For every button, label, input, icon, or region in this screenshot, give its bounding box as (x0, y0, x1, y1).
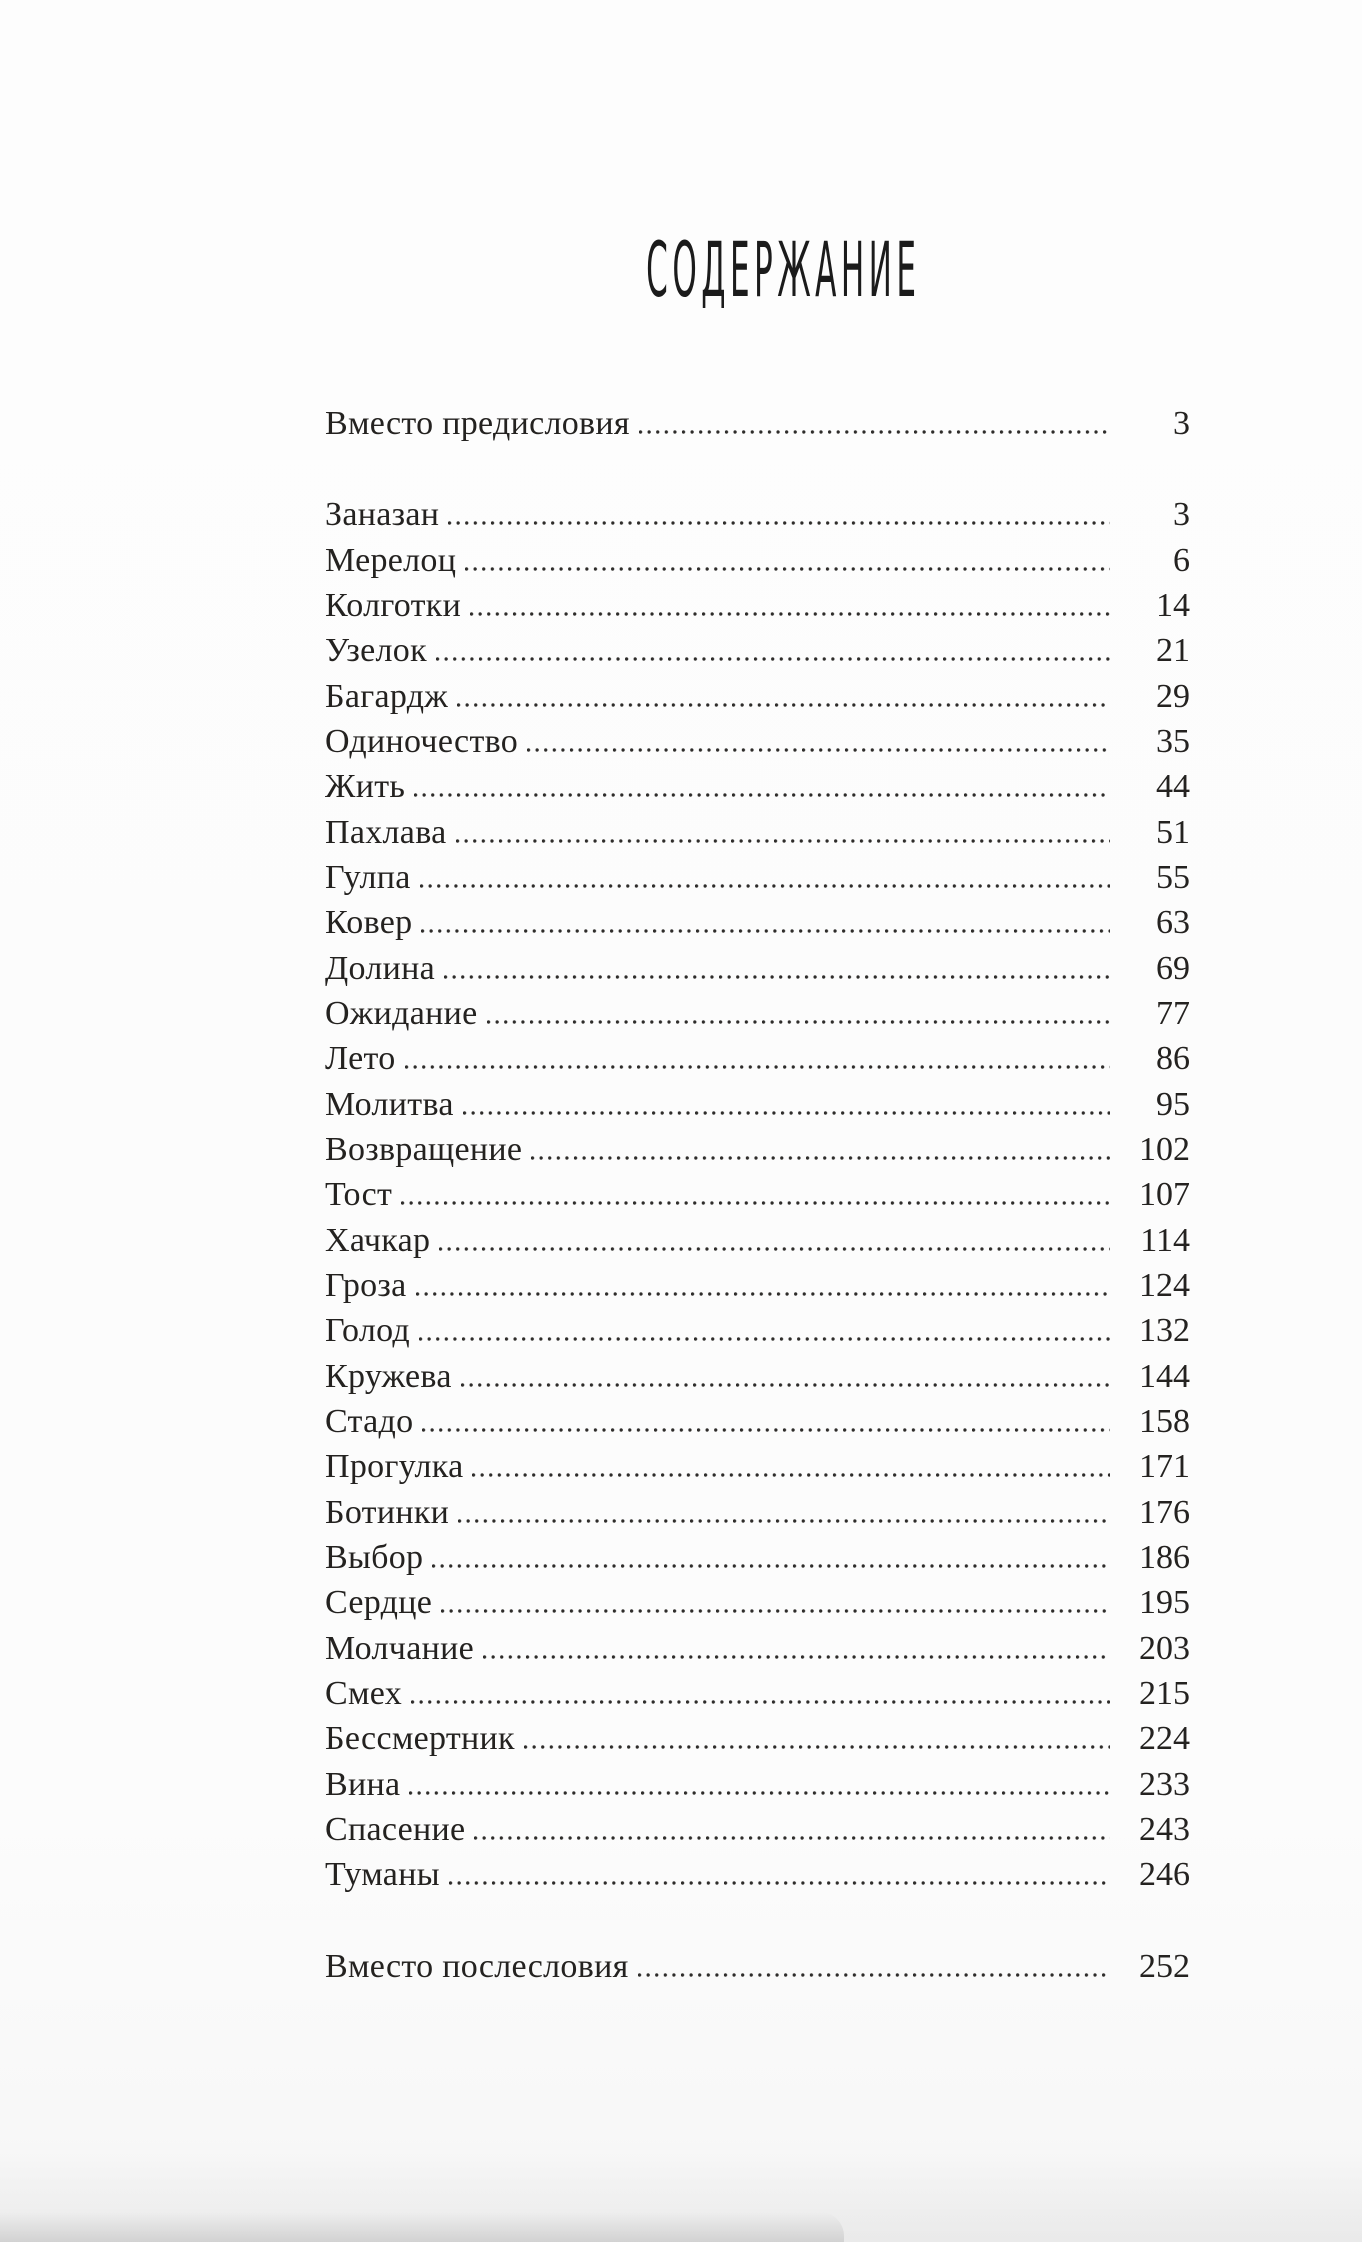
dot-leader (448, 521, 1110, 525)
toc-entry-page: 55 (1156, 858, 1190, 896)
dot-leader (449, 1881, 1110, 1885)
dot-leader (436, 657, 1110, 661)
toc-entry-page: 186 (1139, 1538, 1190, 1576)
toc-entry-title: Долина (325, 949, 435, 987)
toc-entry-page: 233 (1139, 1765, 1190, 1803)
dot-leader (409, 1791, 1110, 1795)
dot-leader (472, 1473, 1110, 1477)
toc-entry-title: Вместо предисловия (325, 405, 630, 442)
chapter-list (325, 492, 1190, 1897)
toc-entry-title: Вина (325, 1765, 401, 1803)
toc-entry (325, 1671, 1190, 1716)
toc-entry-page: 144 (1139, 1357, 1190, 1395)
toc-entry-page: 77 (1156, 994, 1190, 1032)
toc-entry (325, 1036, 1190, 1081)
toc-entry-title: Прогулка (325, 1448, 464, 1486)
toc-entry (325, 492, 1190, 537)
toc-entry (325, 1444, 1190, 1489)
section-gap (325, 1898, 1190, 1944)
toc-entry-page: 69 (1156, 949, 1190, 987)
toc-entry (325, 1172, 1190, 1217)
toc-entry-title: Ботинки (325, 1493, 450, 1531)
dot-leader (420, 884, 1110, 888)
toc-entry-title: Багардж (325, 677, 449, 715)
dot-leader (401, 1201, 1110, 1205)
toc-entry (325, 810, 1190, 855)
dot-leader (405, 1065, 1110, 1069)
toc-entry (325, 1762, 1190, 1807)
toc-entry-title: Смех (325, 1674, 403, 1712)
dot-leader (463, 1111, 1110, 1115)
toc-entry-page: 51 (1156, 813, 1190, 851)
dot-leader (422, 1428, 1110, 1432)
toc-entry-page: 3 (1173, 405, 1190, 442)
toc-entry (325, 946, 1190, 991)
toc-entry (325, 1127, 1190, 1172)
toc-entry-title: Сердце (325, 1584, 433, 1622)
dot-leader (487, 1020, 1110, 1024)
toc-entry-page: 114 (1140, 1221, 1190, 1259)
toc-entry-title: Ковер (325, 904, 413, 942)
toc-entry-title: Колготки (325, 586, 462, 624)
toc-entry-title: Мерелоц (325, 541, 457, 579)
dot-leader (414, 793, 1110, 797)
toc-entry-title: Туманы (325, 1856, 440, 1894)
toc-entry-preface (325, 401, 1190, 446)
section-gap (325, 446, 1190, 492)
toc-entry-title: Ожидание (325, 994, 478, 1032)
toc-entry-title: Узелок (325, 632, 427, 670)
toc-entry-title: Бессмертник (325, 1720, 515, 1758)
dot-leader (483, 1655, 1110, 1659)
toc-entry-page: 243 (1139, 1810, 1190, 1848)
dot-leader (639, 430, 1110, 434)
toc-entry (325, 1308, 1190, 1353)
toc-entry (325, 1535, 1190, 1580)
toc-entry-title: Молчание (325, 1629, 474, 1667)
toc-entry-title: Гроза (325, 1266, 407, 1304)
dot-leader (461, 1383, 1110, 1387)
toc-entry-title: Стадо (325, 1402, 414, 1440)
toc-entry (325, 538, 1190, 583)
toc-entry (325, 583, 1190, 628)
toc-entry (325, 1716, 1190, 1761)
dot-leader (457, 703, 1110, 707)
dot-leader (416, 1292, 1110, 1296)
toc-entry (325, 1399, 1190, 1444)
toc-entry-page: 3 (1173, 496, 1190, 534)
toc-entry-page: 63 (1156, 904, 1190, 942)
toc-entry-page: 158 (1139, 1402, 1190, 1440)
table-of-contents (325, 401, 1190, 1989)
toc-entry-page: 215 (1139, 1674, 1190, 1712)
toc-entry-page: 176 (1139, 1493, 1190, 1531)
toc-entry (325, 628, 1190, 673)
toc-entry-page: 95 (1156, 1085, 1190, 1123)
toc-entry-title: Заназан (325, 496, 440, 534)
dot-leader (458, 1519, 1110, 1523)
toc-entry (325, 900, 1190, 945)
toc-entry-title: Жить (325, 768, 406, 806)
dot-leader (441, 1609, 1110, 1613)
page-title: СОДЕРЖАНИЕ (646, 226, 921, 315)
toc-entry-page: 21 (1156, 632, 1190, 670)
toc-entry-title: Хачкар (325, 1221, 431, 1259)
toc-entry-title: Выбор (325, 1538, 424, 1576)
toc-entry-page: 6 (1173, 541, 1190, 579)
toc-entry-title: Лето (325, 1040, 396, 1078)
toc-entry-page: 124 (1139, 1266, 1190, 1304)
toc-entry (325, 1354, 1190, 1399)
toc-entry (325, 674, 1190, 719)
toc-entry (325, 1218, 1190, 1263)
toc-entry-page: 29 (1156, 677, 1190, 715)
toc-entry-page: 224 (1139, 1720, 1190, 1758)
dot-leader (465, 567, 1110, 571)
toc-entry-title: Гулпа (325, 858, 411, 896)
dot-leader (439, 1247, 1110, 1251)
toc-entry-page: 195 (1139, 1584, 1190, 1622)
dot-leader (411, 1700, 1110, 1704)
dot-leader (531, 1156, 1110, 1160)
dot-leader (524, 1745, 1110, 1749)
toc-entry (325, 764, 1190, 809)
toc-entry-page: 171 (1139, 1448, 1190, 1486)
toc-entry (325, 1807, 1190, 1852)
toc-entry-title: Голод (325, 1312, 411, 1350)
toc-entry-title: Молитва (325, 1085, 454, 1123)
toc-entry-title: Тост (325, 1176, 393, 1214)
toc-entry-page: 107 (1139, 1176, 1190, 1214)
toc-entry (325, 1626, 1190, 1671)
dot-leader (419, 1337, 1110, 1341)
dot-leader (432, 1564, 1110, 1568)
toc-entry-title: Возвращение (325, 1130, 523, 1168)
toc-entry (325, 1490, 1190, 1535)
dot-leader (474, 1836, 1110, 1840)
dot-leader (527, 748, 1110, 752)
toc-entry-title: Пахлава (325, 813, 447, 851)
toc-entry (325, 1263, 1190, 1308)
dot-leader (444, 975, 1110, 979)
toc-entry-title: Одиночество (325, 722, 519, 760)
toc-entry-afterword (325, 1944, 1190, 1989)
dot-leader (470, 612, 1110, 616)
toc-entry (325, 1580, 1190, 1625)
toc-entry-title: Спасение (325, 1810, 466, 1848)
toc-entry-page: 44 (1156, 768, 1190, 806)
dot-leader (421, 929, 1110, 933)
toc-entry (325, 719, 1190, 764)
dot-leader (456, 839, 1111, 843)
toc-entry-page: 35 (1156, 722, 1190, 760)
toc-entry-page: 203 (1139, 1629, 1190, 1667)
contents-heading (325, 226, 1190, 315)
toc-entry-title: Вместо послесловия (325, 1947, 629, 1985)
toc-entry-page: 102 (1139, 1130, 1190, 1168)
toc-entry-page: 86 (1156, 1040, 1190, 1078)
toc-entry (325, 991, 1190, 1036)
toc-entry-page: 132 (1139, 1312, 1190, 1350)
toc-entry (325, 1082, 1190, 1127)
toc-entry-page: 252 (1139, 1947, 1190, 1985)
toc-entry (325, 855, 1190, 900)
toc-entry (325, 1852, 1190, 1897)
toc-entry-title: Кружева (325, 1357, 452, 1395)
toc-entry-page: 14 (1156, 586, 1190, 624)
toc-entry-page: 246 (1139, 1856, 1190, 1894)
dot-leader (638, 1973, 1110, 1977)
